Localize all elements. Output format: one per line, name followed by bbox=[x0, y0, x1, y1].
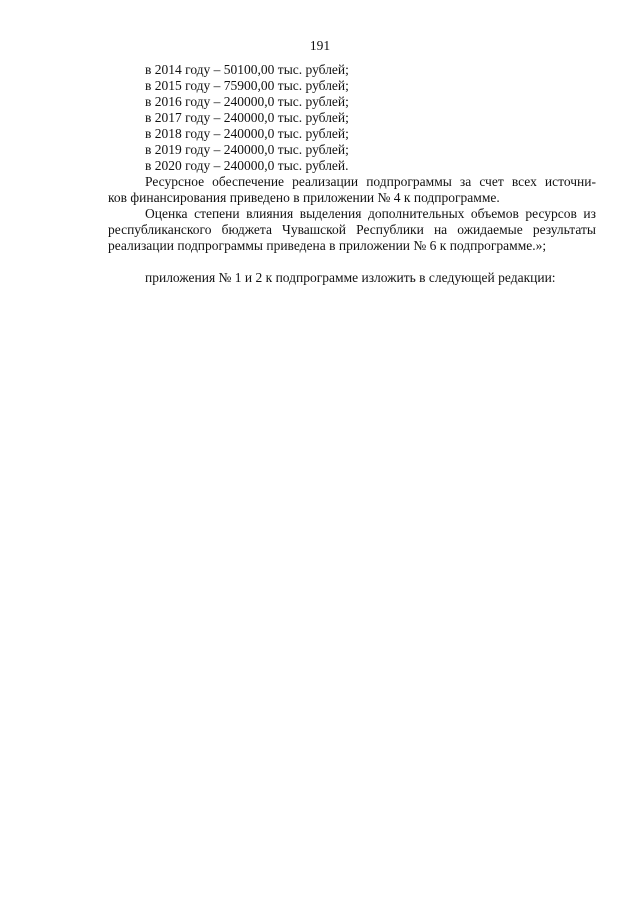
funding-year-line: в 2018 году – 240000,0 тыс. рублей; bbox=[145, 126, 349, 141]
paragraph-line: ков финансирования приведено в приложении № 4 к подпрограмме. bbox=[108, 190, 500, 205]
paragraph-line: реализации подпрограммы приведена в приложении № 6 к подпрограмме.»; bbox=[108, 238, 547, 253]
paragraph-assessment bbox=[108, 206, 596, 254]
page-number: 191 bbox=[309, 38, 331, 53]
funding-year-line: в 2019 году – 240000,0 тыс. рублей; bbox=[145, 142, 349, 157]
funding-year-line: в 2016 году – 240000,0 тыс. рублей; bbox=[145, 94, 349, 109]
paragraph-line: республиканского бюджета Чувашской Республики на ожидаемые результаты bbox=[108, 222, 596, 237]
funding-year-line: в 2014 году – 50100,00 тыс. рублей; bbox=[145, 62, 349, 77]
funding-year-line: в 2017 году – 240000,0 тыс. рублей; bbox=[145, 110, 349, 125]
funding-years-list bbox=[108, 62, 596, 174]
funding-year-line: в 2020 году – 240000,0 тыс. рублей. bbox=[145, 158, 349, 173]
paragraph-resources bbox=[108, 174, 596, 206]
paragraph-line: Ресурсное обеспечение реализации подпрограммы за счет всех источни- bbox=[145, 174, 596, 189]
funding-year-line: в 2015 году – 75900,00 тыс. рублей; bbox=[145, 78, 349, 93]
paragraph-line: Оценка степени влияния выделения дополнительных объемов ресурсов из bbox=[145, 206, 596, 221]
paragraph-line: приложения № 1 и 2 к подпрограмме изложить в следующей редакции: bbox=[145, 270, 556, 285]
paragraph-annexes bbox=[108, 270, 596, 286]
